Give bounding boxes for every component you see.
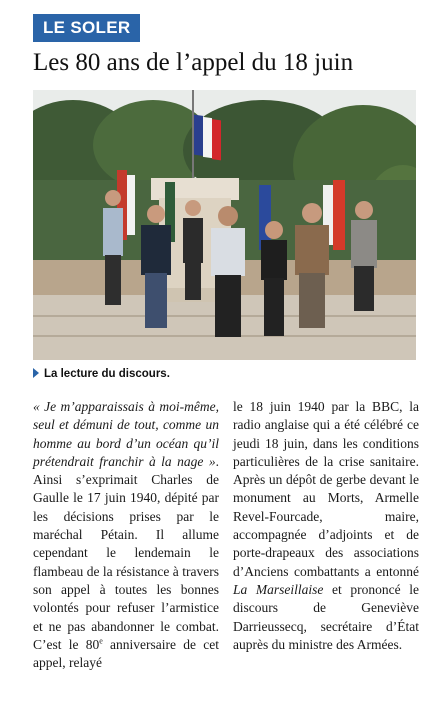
article-text-2a: le 18 juin 1940 par la BBC, la radio anglaise qui a été célébré ce jeudi 18 juin, dans les conditions particulières de la crise sanitaire. Après un dépôt de gerbe devant le monument au Morts, Armelle Revel-Fourcade, maire, accompagnée d’adjoints et de porte-drapeaux des associations d’Anciens combattants a entonné	[233, 399, 419, 579]
article-text-2b: et prononcé le discours de Geneviève Darrieussecq, secrétaire d’État auprès du ministre des Armées.	[233, 581, 419, 652]
photo-caption	[33, 368, 170, 380]
article-column-1	[33, 398, 219, 672]
caption-text: La lecture du discours.	[44, 368, 170, 380]
caption-marker-icon	[33, 368, 39, 378]
article-text-1: . Ainsi s’exprimait Charles de Gaulle le 17 juin 1940, dépité par les décisions prises par le maréchal Pétain. Il allume cependant le lendemain le flambeau de la résistance à travers son appel à toutes les bonnes volontés pour refuser l’armistice et ne pas abandonner le combat. C’est le 80	[33, 453, 219, 652]
article-text-1-tail: anniversaire de cet appel, relayé	[33, 636, 219, 671]
article-column-2	[233, 398, 419, 654]
article-quote: « Je m’apparaissais à moi-même, seul et démuni de tout, comme un homme au bord d’un océan qu’il prétendrait franchir à la nage »	[33, 399, 219, 469]
ordinal-superscript: e	[99, 636, 103, 646]
section-tag: LE SOLER	[33, 14, 140, 42]
article-photo	[33, 90, 416, 360]
anthem-title: La Marseillaise	[233, 581, 324, 597]
headline: Les 80 ans de l’appel du 18 juin	[33, 49, 354, 76]
